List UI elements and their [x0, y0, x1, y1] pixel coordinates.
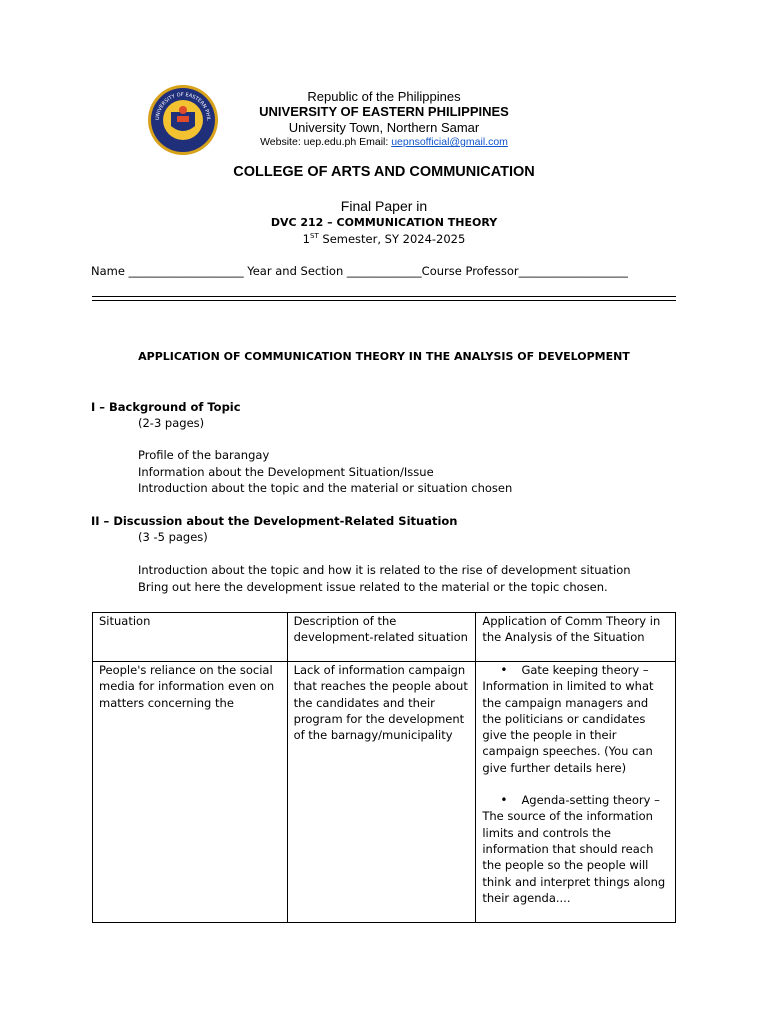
bullet-agenda-title: • Agenda-setting theory –	[482, 792, 669, 808]
cell-situation: People's reliance on the social media for information even on matters concerning the	[93, 662, 288, 923]
email-link[interactable]: uepnsofficial@gmail.com	[391, 136, 508, 148]
divider-line-top	[92, 296, 676, 297]
course-title: DVC 212 – COMMUNICATION THEORY	[270, 216, 498, 229]
section-2-pages: (3 -5 pages)	[138, 530, 208, 544]
final-paper-label: Final Paper in	[340, 198, 428, 214]
contact-line	[230, 136, 538, 149]
semester-number: 1	[302, 232, 310, 246]
divider-line-bottom	[92, 300, 676, 301]
list-item: Bring out here the development issue related to the material or the topic chosen.	[138, 579, 608, 594]
section-1-heading: I – Background of Topic	[91, 400, 241, 414]
section-2-list	[138, 562, 631, 595]
list-item: Introduction about the topic and how it is related to the rise of development situation	[138, 563, 631, 577]
list-item: Profile of the barangay	[138, 448, 270, 462]
paper-title: APPLICATION OF COMMUNICATION THEORY IN THE ANALYSIS OF DEVELOPMENT	[138, 350, 630, 363]
header-situation: Situation	[93, 613, 288, 662]
section-2-heading: II – Discussion about the Development-Related Situation	[91, 514, 458, 528]
section-1-list	[138, 447, 512, 497]
college-title: COLLEGE OF ARTS AND COMMUNICATION	[233, 164, 535, 180]
list-item: Introduction about the topic and the material or situation chosen	[138, 481, 513, 495]
cell-description: Lack of information campaign that reaches the people about the candidates and their program for the development of the barnagy/municipality	[287, 662, 476, 923]
website-label: Website: uep.edu.ph Email:	[260, 136, 392, 148]
republic-line: Republic of the Philippines	[307, 89, 461, 104]
table-header-row	[93, 613, 676, 662]
university-address: University Town, Northern Samar	[288, 120, 480, 135]
seal-text: UNIVERSITY OF EASTERN PHIL	[154, 91, 212, 121]
situation-table	[92, 612, 676, 923]
university-seal-logo	[147, 82, 219, 158]
university-name: UNIVERSITY OF EASTERN PHILIPPINES	[259, 104, 509, 119]
bullet-gatekeeping-body: Information in limited to what the campaign managers and the politicians or candidates give the people in their campaign speeches. (You can give further details here)	[482, 679, 654, 775]
header-description: Description of the development-related situation	[287, 613, 476, 662]
student-info-line: Name ____________________ Year and Section _____________Course Professor___________________	[91, 264, 628, 278]
semester-rest: Semester, SY 2024-2025	[318, 232, 466, 246]
semester-line	[0, 232, 768, 246]
bullet-agenda-body: The source of the information limits and controls the information that should reach the people so the people will think and interpret things along their agenda....	[482, 809, 666, 905]
letterhead	[230, 89, 538, 149]
section-1-pages: (2-3 pages)	[138, 416, 205, 430]
bullet-gatekeeping-title: • Gate keeping theory –	[482, 662, 669, 678]
cell-application	[476, 662, 676, 923]
table-row	[93, 662, 676, 923]
header-application: Application of Comm Theory in the Analysis of the Situation	[476, 613, 676, 662]
list-item: Information about the Development Situation/Issue	[138, 464, 434, 479]
semester-suffix: ST	[310, 232, 319, 241]
